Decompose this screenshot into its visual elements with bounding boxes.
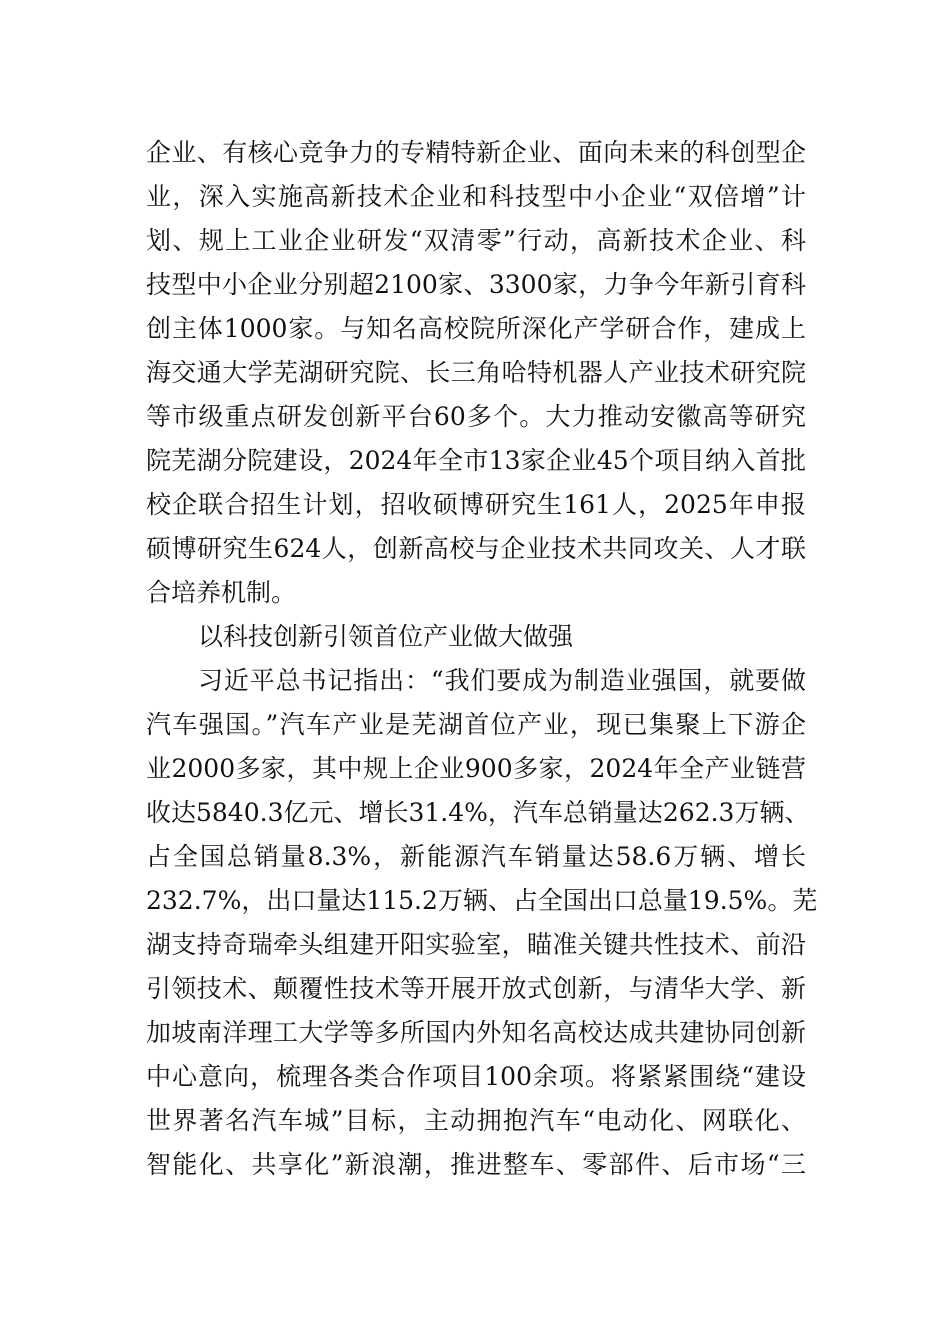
paragraph-auto-industry [146,659,818,1187]
text-line: 中心意向，梳理各类合作项目100余项。将紧紧围绕“建设 [146,1062,806,1091]
text-line: 划、规上工业企业研发“双清零”行动，高新技术企业、科 [146,226,806,255]
text-line: 等市级重点研发创新平台60多个。大力推动安徽高等研究 [146,402,806,431]
text-line: 湖支持奇瑞牵头组建开阳实验室，瞄准关键共性技术、前沿 [146,930,806,959]
text-line: 汽车强国。”汽车产业是芜湖首位产业，现已集聚上下游企 [146,710,806,739]
text-line: 院芜湖分院建设，2024年全市13家企业45个项目纳入首批 [146,446,806,475]
text-line: 合培养机制。 [146,578,297,607]
text-line: 习近平总书记指出：“我们要成为制造业强国，就要做 [198,666,806,695]
text-line: 业2000多家，其中规上企业900多家，2024年全产业链营 [146,754,806,783]
section-heading: 以科技创新引领首位产业做大做强 [198,622,574,651]
text-line: 企业、有核心竞争力的专精特新企业、面向未来的科创型企 [146,138,806,167]
text-line: 占全国总销量8.3%，新能源汽车销量达58.6万辆、增长 [146,842,806,871]
text-line: 业，深入实施高新技术企业和科技型中小企业“双倍增”计 [146,182,806,211]
text-line: 技型中小企业分别超2100家、3300家，力争今年新引育科 [146,270,806,299]
text-line: 收达5840.3亿元、增长31.4%，汽车总销量达262.3万辆、 [146,798,810,827]
document-body [146,131,818,1187]
text-line: 加坡南洋理工大学等多所国内外知名高校达成共建协同创新 [146,1018,806,1047]
text-line: 世界著名汽车城”目标，主动拥抱汽车“电动化、网联化、 [146,1106,806,1135]
text-line: 海交通大学芜湖研究院、长三角哈特机器人产业技术研究院 [146,358,806,387]
text-line: 校企联合招生计划，招收硕博研究生161人，2025年申报 [146,490,806,519]
paragraph-enterprise-innovation [146,131,806,615]
text-line: 232.7%，出口量达115.2万辆、占全国出口总量19.5%。芜 [146,886,818,915]
text-line: 智能化、共享化”新浪潮，推进整车、零部件、后市场“三 [146,1150,806,1179]
text-line: 硕博研究生624人，创新高校与企业技术共同攻关、人才联 [146,534,806,563]
text-line: 引领技术、颠覆性技术等开展开放式创新，与清华大学、新 [146,974,806,1003]
text-line: 创主体1000家。与知名高校院所深化产学研合作，建成上 [146,314,806,343]
